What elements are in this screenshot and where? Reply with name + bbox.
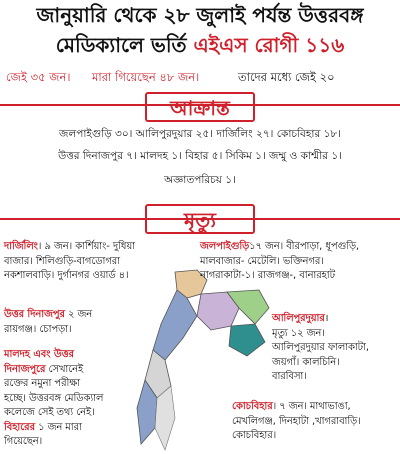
coochbehar-text-3: কোচবিহার।	[232, 430, 277, 441]
darjeeling-text-3: নকশালবাড়ি। দুর্গানগর ওয়ার্ড ৪।	[4, 270, 129, 281]
coochbehar-heading: কোচবিহার	[232, 401, 273, 412]
alipurduar-text-3: আলিপুরদুয়ার ফালাকাটা,	[272, 342, 369, 353]
coochbehar-text-2: মেখলিগঞ্জ, দিনহাটা ,খাগরাবাড়ি।	[232, 415, 361, 427]
darjeeling-text-2: বাজার। শিলিগুড়ি-বাগডোগরা	[4, 255, 120, 267]
headline-line-2-black: মেডিক্যালে ভর্তি	[55, 33, 187, 57]
affected-title: আক্রান্ত	[145, 92, 255, 122]
headline	[0, 0, 400, 64]
coochbehar-text-1: । ৭ জন। মাথাভাঙা,	[272, 401, 351, 412]
headline-line-1: জানুয়ারি থেকে ২৮ জুলাই পর্যন্ত উত্তরবঙ্গ	[36, 3, 364, 27]
malda-text-1: সেখানেই	[48, 363, 84, 375]
deaths-darjeeling-block	[4, 240, 200, 284]
alipurduar-text-4: জয়গাঁ। কালচিনি।	[272, 356, 340, 368]
bihar-heading: বিহারের	[4, 421, 35, 433]
malda-heading-2: দিনাজপুরে	[4, 363, 46, 375]
deaths-title: মৃত্যু	[145, 204, 255, 234]
affected-line-2: উত্তর দিনাজপুর ৭। মালদহ ১। বিহার ৫। সিকিম ১। জম্মু ও কাশ্মীর ১।	[58, 150, 342, 162]
map-coochbehar-region	[229, 324, 265, 356]
jalpaiguri-text-1: ১৭ জন। বীরপাড়া, ধূপগুড়ি,	[249, 241, 360, 252]
map-uttar-dinajpur-region	[153, 290, 197, 360]
alipurduar-text-5: বারবিসা।	[272, 371, 307, 382]
deaths-jalpaiguri-block	[200, 240, 398, 284]
jalpaiguri-text-2: মালবাজার- মেটেলি। ভক্তিনগর।	[200, 255, 324, 267]
deaths-alipurduar-block	[272, 312, 398, 385]
jalpaiguri-text-3: নাগরাকাটা-১। রাজগঞ্জ-, বানারহাট	[200, 270, 335, 281]
headline-line-2-red: এইএস রোগী ১১৬	[193, 33, 345, 57]
malda-text-2: রক্তের নমুনা পরীক্ষা	[4, 378, 81, 389]
uttar-dinajpur-heading: উত্তর দিনাজপুর	[4, 309, 65, 320]
summary-among: তাদের মধ্যে জেই ২০	[238, 70, 335, 84]
deaths-uttar-dinajpur-block	[4, 308, 154, 337]
uttar-dinajpur-text-2: রায়গঞ্জ। চোপড়া।	[4, 323, 72, 335]
alipurduar-text-1: ।	[324, 313, 329, 324]
malda-heading-1: মালদহ এবং উত্তর	[4, 349, 74, 360]
alipurduar-text-2: মৃত্যু ১২ জন।	[272, 327, 325, 339]
darjeeling-text-1: । ৯ জন। কার্শিয়াং- দুধিয়া	[37, 241, 136, 252]
malda-text-3: হচ্ছে। উত্তরবঙ্গ মেডিক্যাল	[4, 392, 104, 404]
affected-line-1: জলপাইগুড়ি ৩০। আলিপুরদুয়ার ২৫। দার্জিলিং ২৭। কোচবিহার ১৮।	[59, 128, 341, 140]
summary-died: মারা গিয়েছেন ৪৮ জন।	[92, 70, 200, 84]
malda-text-4: কলেজে সেই তথ্য নেই।	[4, 407, 95, 418]
alipurduar-heading: আলিপুরদুয়ার	[272, 313, 325, 324]
jalpaiguri-heading: জলপাইগুড়ি	[200, 241, 250, 252]
uttar-dinajpur-text-1: ২ জন	[68, 309, 93, 320]
malda-text-5: ১ জন মারা	[38, 421, 82, 433]
darjeeling-heading: দার্জিলিং	[4, 241, 38, 252]
malda-text-6: গিয়েছেন।	[4, 436, 43, 447]
deaths-malda-block	[4, 348, 154, 450]
summary-je: জেই ৩৫ জন।	[6, 70, 71, 84]
summary-strip	[0, 66, 400, 88]
deaths-coochbehar-block	[232, 400, 398, 444]
affected-line-3: অজ্ঞাতপরিচয় ১।	[164, 174, 236, 186]
headline-line-2	[0, 30, 400, 60]
